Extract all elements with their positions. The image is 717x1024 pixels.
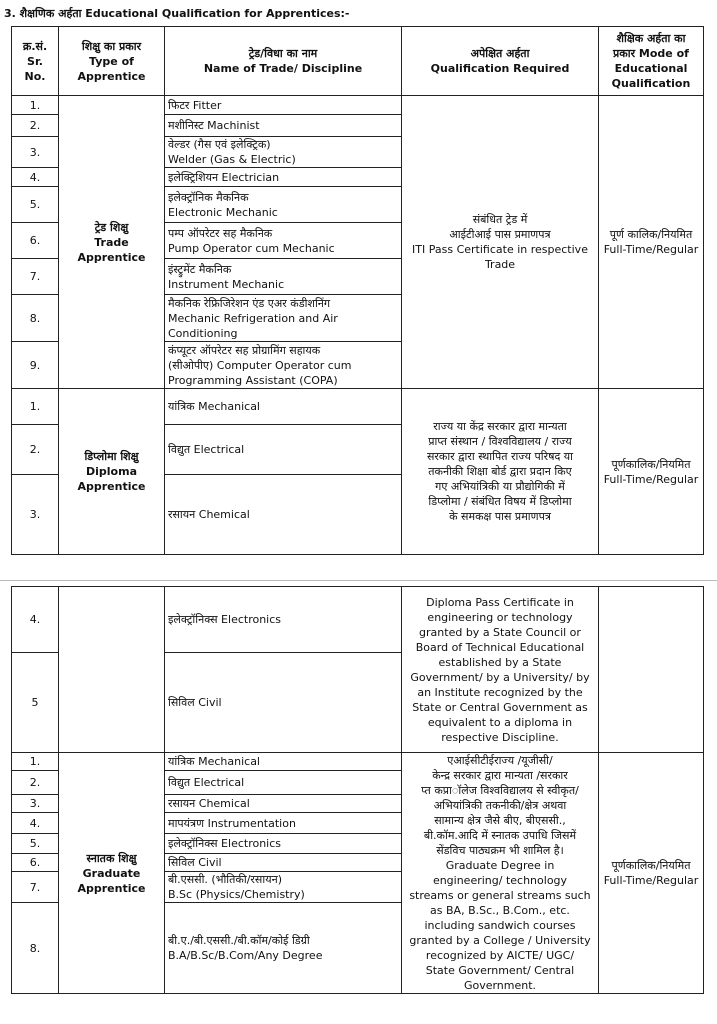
- header-sr-no-line: No.: [24, 69, 46, 83]
- sr-no-cell: 9.: [12, 342, 59, 389]
- trade-name-cell-line: (सीओपीए) Computer Operator cum: [168, 358, 352, 372]
- diploma-type-continued: [59, 587, 165, 753]
- sr-no-cell: 5.: [12, 833, 59, 853]
- sr-no-cell: 5.: [12, 187, 59, 223]
- diploma-name-cell: [165, 475, 402, 555]
- graduate-qualification-line: एआईसीटीईराज्य /यूजीसी/: [447, 754, 553, 767]
- header-qualification-line: Qualification Required: [430, 62, 570, 75]
- trade-name-cell: [165, 342, 402, 389]
- diploma-apprentice-type-line: डिप्लोमा शिक्षु: [84, 450, 139, 463]
- graduate-name-cell: [165, 771, 402, 795]
- trade-name-cell: [165, 259, 402, 295]
- diploma-name-cell-line: इलेक्ट्रॉनिक्स Electronics: [168, 613, 282, 626]
- diploma-qualification-line: गए अभियांत्रिकी या प्रौद्योगिकी में: [435, 480, 565, 493]
- graduate-name-cell-line: बी.ए./बी.एससी./बी.कॉम/कोई डिग्री: [168, 934, 310, 948]
- header-mode-line: Qualification: [611, 77, 691, 90]
- header-mode-line: प्रकार Mode of: [613, 47, 689, 60]
- diploma-name-cell: [165, 587, 402, 653]
- graduate-name-cell-line: बी.एससी. (भौतिकी/रसायन): [168, 873, 282, 887]
- diploma-apprentice-type: [59, 389, 165, 555]
- diploma-qualification-line: डिप्लोमा / संबंधित विषय में डिप्लोमा: [428, 495, 572, 508]
- graduate-name-cell: [165, 753, 402, 771]
- diploma-qualification-english-line: State or Central Government as: [412, 700, 588, 714]
- trade-name-cell-line: Programming Assistant (COPA): [168, 373, 338, 387]
- header-type: [59, 27, 165, 96]
- header-qualification-line: अपेक्षित अर्हता: [470, 47, 530, 60]
- trade-name-cell: [165, 96, 402, 115]
- sr-no-cell: 6.: [12, 853, 59, 871]
- graduate-mode-line: Full-Time/Regular: [603, 874, 699, 887]
- trade-apprentice-type-line: ट्रेड शिक्षु: [94, 220, 129, 234]
- header-sr-no-line: Sr.: [27, 54, 43, 68]
- graduate-qualification: [402, 753, 599, 994]
- header-sr-no: [12, 27, 59, 96]
- trade-qualification: [402, 96, 599, 389]
- graduate-name-cell: [165, 833, 402, 853]
- graduate-qualification-line: State Government/ Central: [425, 964, 575, 977]
- graduate-qualification-line: बी.कॉम.आदि में स्नातक उपाधि जिसमें: [423, 829, 577, 842]
- trade-name-cell-line: Electronic Mechanic: [168, 205, 278, 219]
- graduate-name-cell-line: सिविल Civil: [168, 855, 222, 869]
- diploma-mode-continued: [599, 587, 704, 753]
- trade-name-cell-line: मैकनिक रेफ्रिजिरेशन एंड एअर कंडीशनिंग: [168, 296, 331, 310]
- header-mode: [599, 27, 704, 96]
- trade-name-cell-line: Welder (Gas & Electric): [168, 153, 296, 166]
- qualification-table-part2: [11, 586, 704, 994]
- sr-no-cell: 2.: [12, 771, 59, 795]
- diploma-name-cell: [165, 653, 402, 753]
- sr-no-cell: 1.: [12, 753, 59, 771]
- trade-name-cell-line: कंप्यूटर ऑपरेटर सह प्रोग्रामिंग सहायक: [168, 343, 321, 357]
- diploma-qualification-english-line: Board of Technical Educational: [415, 640, 585, 654]
- sr-no-cell: 2.: [12, 115, 59, 137]
- page-break-line: [0, 580, 717, 581]
- table-row: [12, 27, 704, 96]
- qualification-table-part1: [11, 26, 704, 555]
- graduate-name-cell-line: इलेक्ट्रॉनिक्स Electronics: [168, 836, 282, 850]
- diploma-qualification-line: के समकक्ष पास प्रमाणपत्र: [449, 510, 551, 523]
- graduate-apprentice-type-line: स्नातक शिक्षु: [86, 851, 137, 865]
- diploma-apprentice-type-line: Apprentice: [77, 480, 146, 493]
- trade-qualification-line: ITI Pass Certificate in respective: [412, 243, 588, 256]
- header-trade-line: Name of Trade/ Discipline: [203, 62, 363, 75]
- graduate-qualification-line: recognized by AICTE/ UGC/: [425, 949, 575, 962]
- sr-no-cell: 4.: [12, 587, 59, 653]
- diploma-qualification-line: सरकार द्वारा स्थापित राज्य परिषद या: [426, 450, 574, 463]
- sr-no-cell: 4.: [12, 813, 59, 833]
- sr-no-cell: 1.: [12, 389, 59, 425]
- graduate-mode: [599, 753, 704, 994]
- section-heading: 3. शैक्षणिक अर्हता Educational Qualification for Apprentices:-: [4, 7, 350, 20]
- sr-no-cell: 3.: [12, 795, 59, 813]
- diploma-qualification: [402, 389, 599, 555]
- graduate-qualification-line: सेंडविच पाठ्यक्रम भी शामिल है।: [436, 844, 564, 857]
- diploma-qualification-english-line: equivalent to a diploma in: [427, 715, 573, 729]
- graduate-name-cell: [165, 813, 402, 833]
- diploma-qualification-english-line: granted by a State Council or: [419, 625, 581, 639]
- header-type-line: Apprentice: [77, 69, 146, 83]
- trade-name-cell-line: Instrument Mechanic: [168, 277, 285, 291]
- sr-no-cell: 8.: [12, 903, 59, 994]
- trade-mode: [599, 96, 704, 389]
- diploma-name-cell: [165, 389, 402, 425]
- diploma-qualification-english-line: Government/ by a University/ by: [410, 670, 590, 684]
- diploma-name-cell-line: यांत्रिक Mechanical: [168, 400, 260, 413]
- graduate-name-cell: [165, 871, 402, 902]
- graduate-name-cell: [165, 853, 402, 871]
- trade-mode-line: पूर्ण कालिक/नियमित: [609, 228, 693, 241]
- graduate-name-cell-line: मापयंत्रण Instrumentation: [168, 816, 296, 830]
- graduate-qualification-line: सामान्य क्षेत्र जैसे बीए, बीएससी.,: [434, 814, 566, 827]
- diploma-qualification-english-line: respective Discipline.: [441, 730, 559, 744]
- sr-no-cell: 8.: [12, 295, 59, 342]
- diploma-name-cell-line: सिविल Civil: [168, 696, 222, 709]
- sr-no-cell: 6.: [12, 223, 59, 259]
- diploma-qualification-english: [402, 587, 599, 753]
- graduate-name-cell: [165, 903, 402, 994]
- trade-name-cell: [165, 168, 402, 187]
- trade-qualification-line: आईटीआई पास प्रमाणपत्र: [449, 228, 551, 241]
- table-row: [12, 96, 704, 115]
- table-row: [12, 389, 704, 425]
- header-mode-line: शैक्षिक अर्हता का: [616, 32, 686, 45]
- header-qualification: [402, 27, 599, 96]
- graduate-qualification-line: engineering/ technology: [432, 874, 568, 887]
- trade-name-cell-line: Mechanic Refrigeration and Air: [168, 311, 338, 325]
- trade-name-cell-line: इलेक्ट्रॉनिक मैकनिक: [168, 190, 249, 204]
- diploma-mode: [599, 389, 704, 555]
- trade-mode-line: Full-Time/Regular: [603, 243, 699, 256]
- trade-name-cell-line: पम्प ऑपरेटर सह मैकनिक: [168, 226, 273, 240]
- graduate-name-cell: [165, 795, 402, 813]
- sr-no-cell: 3.: [12, 475, 59, 555]
- graduate-name-cell-line: यांत्रिक Mechanical: [168, 755, 260, 769]
- trade-qualification-line: Trade: [484, 258, 516, 271]
- sr-no-cell: 3.: [12, 137, 59, 168]
- trade-name-cell-line: फिटर Fitter: [168, 98, 222, 112]
- trade-name-cell: [165, 223, 402, 259]
- graduate-mode-line: पूर्णकालिक/नियमित: [611, 859, 691, 872]
- graduate-qualification-line: केन्द्र सरकार द्वारा मान्यता /सरकार: [432, 769, 568, 782]
- header-mode-line: Educational: [614, 62, 688, 75]
- trade-name-cell-line: Conditioning: [168, 326, 238, 340]
- graduate-apprentice-type-line: Graduate: [82, 866, 141, 880]
- graduate-qualification-line: as BA, B.Sc., B.Com., etc.: [430, 904, 570, 917]
- diploma-qualification-english-line: engineering or technology: [427, 610, 573, 624]
- sr-no-cell: 7.: [12, 871, 59, 902]
- diploma-qualification-english-line: Diploma Pass Certificate in: [426, 595, 574, 609]
- sr-no-cell: 4.: [12, 168, 59, 187]
- sr-no-cell: 1.: [12, 96, 59, 115]
- graduate-qualification-line: Graduate Degree in: [445, 859, 555, 872]
- graduate-apprentice-type-line: Apprentice: [77, 881, 146, 895]
- sr-no-cell: 7.: [12, 259, 59, 295]
- diploma-name-cell-line: विद्युत Electrical: [168, 443, 245, 456]
- trade-apprentice-type-line: Apprentice: [77, 250, 146, 264]
- graduate-qualification-line: अभियांत्रिकी तकनीकी/क्षेत्र अथवा: [433, 799, 567, 812]
- graduate-qualification-line: streams or general streams such: [409, 889, 591, 902]
- graduate-qualification-line: including sandwich courses: [424, 919, 576, 932]
- diploma-name-cell-line: रसायन Chemical: [168, 508, 250, 521]
- sr-no-cell: 2.: [12, 425, 59, 475]
- table-row: [12, 587, 704, 653]
- sr-no-cell: 5: [12, 653, 59, 753]
- graduate-name-cell-line: B.A/B.Sc/B.Com/Any Degree: [168, 949, 323, 963]
- graduate-qualification-line: Government.: [463, 979, 537, 992]
- trade-qualification-line: संबंधित ट्रेड में: [472, 213, 528, 226]
- trade-name-cell-line: वेल्डर (गैस एवं इलेक्ट्रिक): [168, 138, 271, 151]
- header-trade-line: ट्रेड/विधा का नाम: [248, 47, 318, 60]
- diploma-qualification-line: राज्य या केंद्र सरकार द्वारा मान्यता: [433, 420, 567, 433]
- graduate-name-cell-line: विद्युत Electrical: [168, 776, 245, 790]
- trade-name-cell: [165, 137, 402, 168]
- graduate-apprentice-type: [59, 753, 165, 994]
- trade-name-cell-line: इंस्ट्रुमेंट मैकनिक: [168, 262, 232, 276]
- diploma-qualification-english-line: an Institute recognized by the: [417, 685, 583, 699]
- trade-name-cell: [165, 115, 402, 137]
- diploma-qualification-line: तकनीकी शिक्षा बोर्ड द्वारा प्रदान किए: [428, 465, 572, 478]
- table-row: [12, 753, 704, 771]
- diploma-qualification-line: प्राप्त संस्थान / विश्वविद्यालय / राज्य: [428, 435, 572, 448]
- graduate-qualification-line: प्त कप्रा◌ॉलेज विश्वविद्यालय से स्वीकृत/: [421, 784, 579, 797]
- trade-name-cell: [165, 187, 402, 223]
- diploma-name-cell: [165, 425, 402, 475]
- trade-name-cell-line: मशीनिस्ट Machinist: [168, 119, 260, 132]
- trade-name-cell: [165, 295, 402, 342]
- diploma-apprentice-type-line: Diploma: [86, 465, 137, 478]
- header-sr-no-line: क्र.सं.: [22, 39, 48, 53]
- header-trade: [165, 27, 402, 96]
- header-type-line: Type of: [89, 54, 134, 68]
- trade-name-cell-line: Pump Operator cum Mechanic: [168, 241, 335, 255]
- graduate-qualification-line: granted by a College / University: [409, 934, 591, 947]
- header-type-line: शिक्षु का प्रकार: [81, 39, 142, 53]
- diploma-mode-line: पूर्णकालिक/नियमित: [611, 457, 691, 471]
- trade-apprentice-type-line: Trade: [94, 235, 129, 249]
- graduate-name-cell-line: रसायन Chemical: [168, 797, 250, 811]
- trade-apprentice-type: [59, 96, 165, 389]
- trade-name-cell-line: इलेक्ट्रिशियन Electrician: [168, 170, 280, 184]
- diploma-mode-line: Full-Time/Regular: [603, 472, 699, 486]
- graduate-name-cell-line: B.Sc (Physics/Chemistry): [168, 888, 305, 902]
- diploma-qualification-english-line: established by a State: [438, 655, 562, 669]
